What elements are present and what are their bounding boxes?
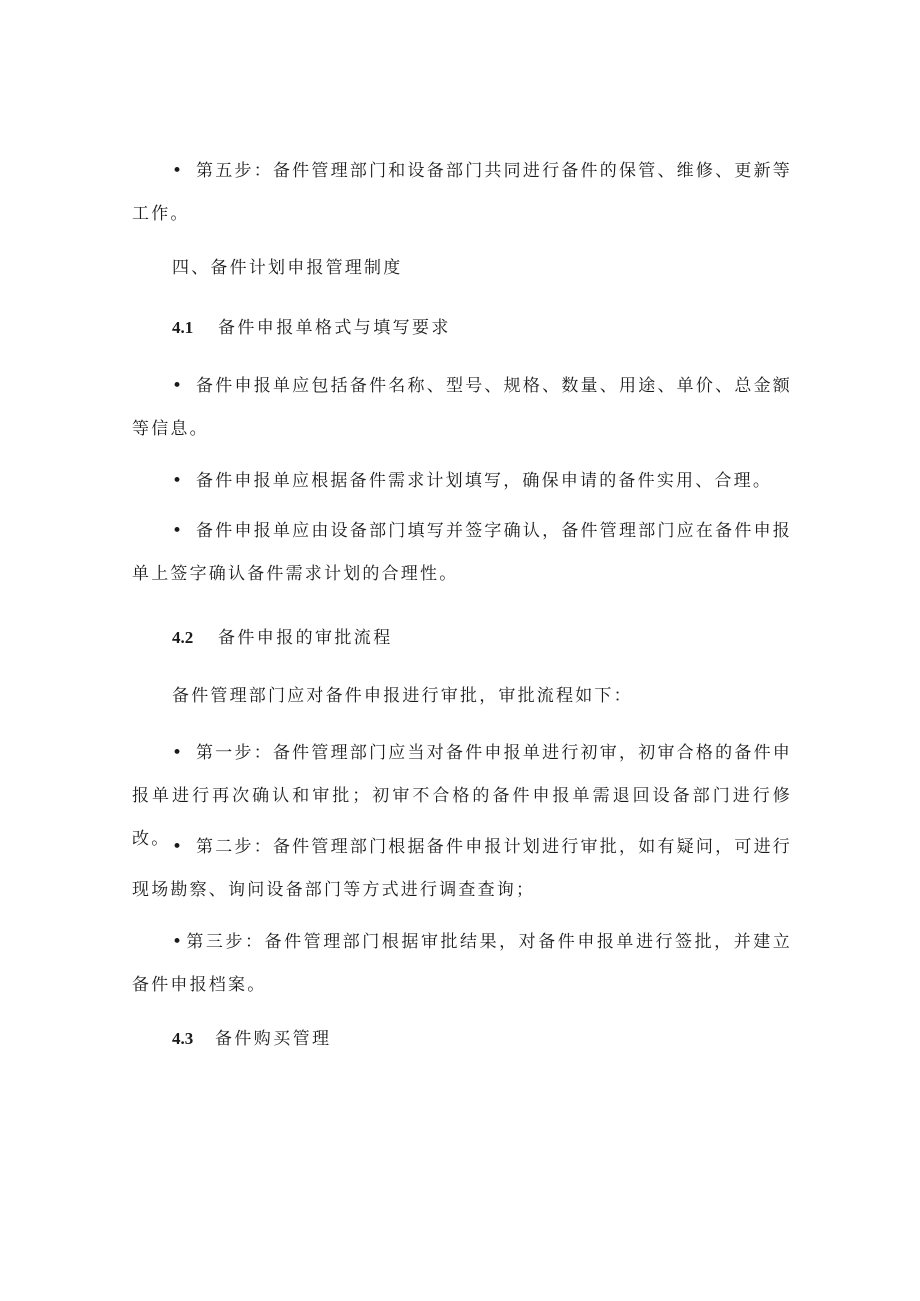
s41-bullet-3-text: 备件申报单应由设备部门填写并签字确认，备件管理部门应在备件申报单上签字确认备件需求计划的合理性。 xyxy=(132,521,792,584)
bullet-dot-icon: • xyxy=(172,837,183,857)
bullet-step5 xyxy=(132,150,792,236)
section-4-1-title: 备件申报单格式与填写要求 xyxy=(218,318,451,338)
s42-bullet-3 xyxy=(132,921,792,1007)
section-4-3-number: 4.3 xyxy=(172,1029,194,1048)
s42-bullet-2-text: 第二步：备件管理部门根据备件申报计划进行审批，如有疑问，可进行现场勘察、询问设备部门等方式进行调查查询； xyxy=(132,837,792,900)
s42-bullet-1-text: 第一步：备件管理部门应当对备件申报单进行初审，初审合格的备件申报单进行再次确认和审批；初审不合格的备件申报单需退回设备部门进行修改。 xyxy=(132,743,792,849)
s41-bullet-1 xyxy=(132,365,792,451)
section-4-2-title: 备件申报的审批流程 xyxy=(218,628,393,648)
section-4-3-title: 备件购买管理 xyxy=(215,1029,332,1049)
bullet-dot-icon: • xyxy=(172,471,183,491)
section-4-2-number: 4.2 xyxy=(172,628,194,647)
s41-bullet-3 xyxy=(132,510,792,596)
bullet-step5-text: 第五步：备件管理部门和设备部门共同进行备件的保管、维修、更新等工作。 xyxy=(132,161,792,224)
s41-bullet-2-text: 备件申报单应根据备件需求计划填写，确保申请的备件实用、合理。 xyxy=(196,471,773,491)
section-4-1-number: 4.1 xyxy=(172,318,194,337)
bullet-dot-icon: • xyxy=(172,376,183,396)
bullet-dot-icon: • xyxy=(172,932,183,952)
s41-bullet-2 xyxy=(132,460,792,503)
bullet-dot-icon: • xyxy=(172,743,183,763)
section-four-title: 四、备件计划申报管理制度 xyxy=(172,258,403,278)
s42-bullet-3-text: 第三步：备件管理部门根据审批结果，对备件申报单进行签批，并建立备件申报档案。 xyxy=(132,932,792,995)
section-4-1-heading xyxy=(172,313,832,343)
s41-bullet-1-text: 备件申报单应包括备件名称、型号、规格、数量、用途、单价、总金额等信息。 xyxy=(132,376,792,439)
section-4-2-heading xyxy=(172,623,832,653)
section-4-3-heading xyxy=(172,1024,832,1054)
bullet-dot-icon: • xyxy=(172,161,183,181)
s42-bullet-2 xyxy=(132,826,792,912)
s42-intro: 备件管理部门应对备件申报进行审批，审批流程如下： xyxy=(172,686,633,706)
bullet-dot-icon: • xyxy=(172,521,183,541)
